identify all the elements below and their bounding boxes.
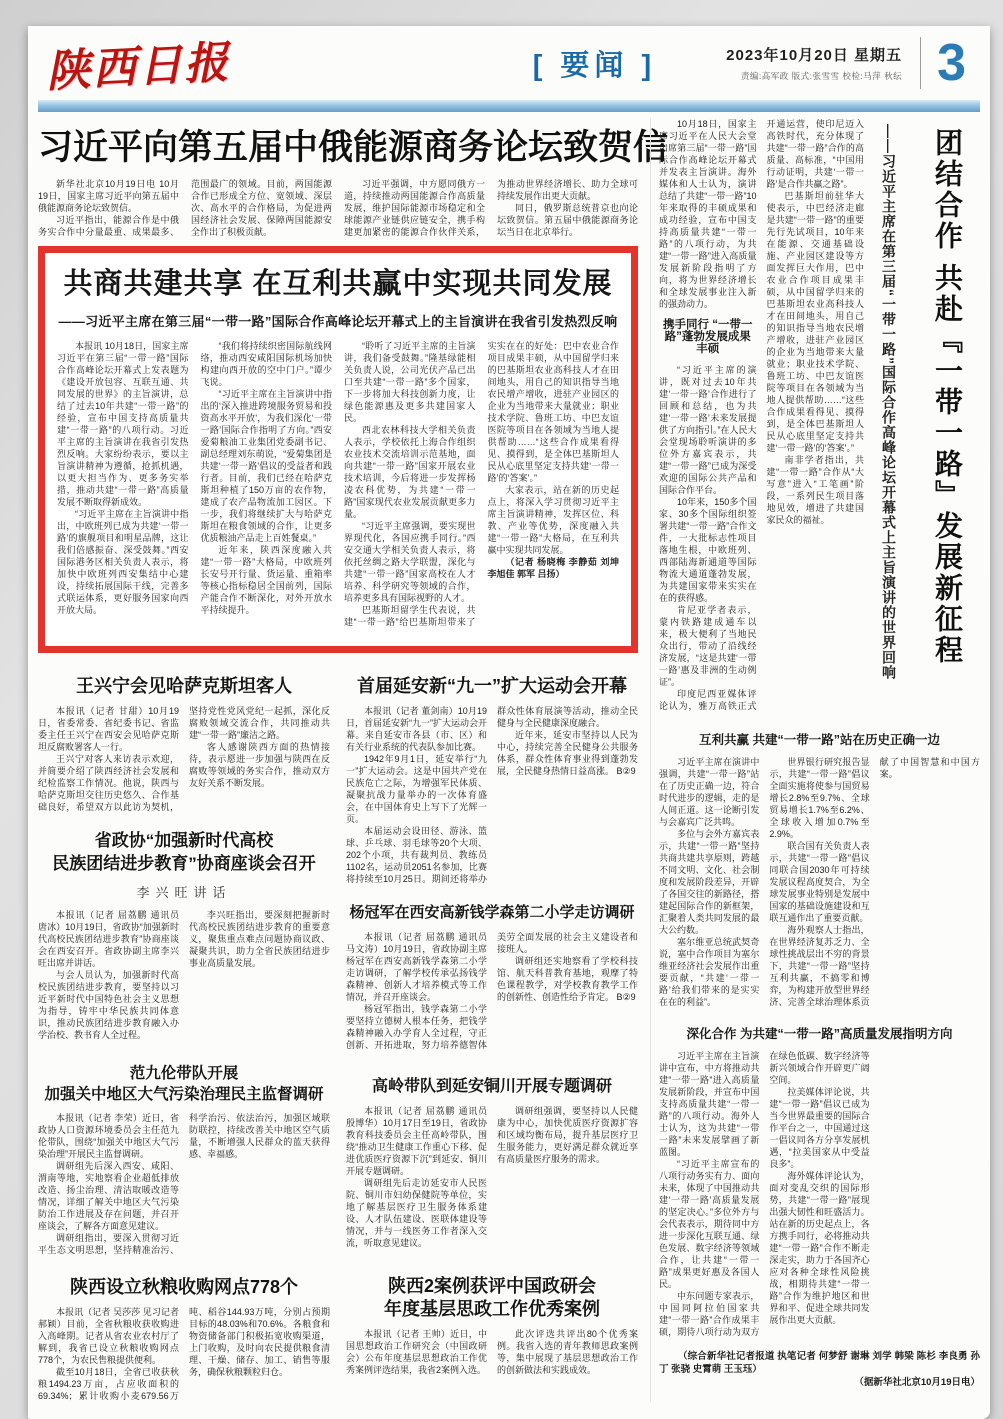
article-body-gaoling: 本报讯（记者 屈荔鹏 通讯员 殷博华）10月17日至19日，省政协教育科技委员会主任高岭带队，围绕“推动卫生健康工作重心下移、促进优质医疗资源下沉”到延安、铜川开展专题调研。 调研组先后走访延安市人民医院、铜川市妇幼保健院等单位，实地了解基层医疗卫生服务体系建设、人才队伍建设、医联体建设等情况，并与一线医务工作者深入交流，听取意见建议。 调研组强调，要坚持以人民健康为中心，加快优质医疗资源扩容和区域均衡布局，提升基层医疗卫生服务能力，更好满足群众就近享有高质量医疗服务的需求。 [346, 1106, 638, 1248]
article-head-wangxingning: 王兴宁会见哈萨克斯坦客人 [76, 676, 292, 696]
credits-reporters: （综合新华社记者报道 执笔记者 何梦舒 谢琳 刘学 韩梁 陈杉 李良勇 孙丁 张骁 史霄萌 王玉珏） [659, 1351, 980, 1375]
newspaper-masthead: 陕西日报 [45, 37, 232, 98]
credits-dateline: （据新华社北京10月19日电） [854, 1377, 980, 1388]
head-line2: 年度基层思政工作优秀案例 [384, 1299, 600, 1319]
article-head-gaoling: 高岭带队到延安铜川开展专题调研 [371, 1078, 612, 1095]
boxed-article-subtitle: ——习近平主席在第三届“一带一路”国际合作高峰论坛开幕式上的主旨演讲在我省引发热烈反响 [58, 314, 618, 329]
boxed-article-body: 本报讯 10月18日，国家主席习近平在第三届“一带一路”国际合作高峰论坛开幕式上发表题为《建设开放包容、互联互通、共同发展的世界》的主旨演讲，总结了过去10年共建“一带一路”的经验，宣布中国支持高质量共建“一带一路”的八项行动。习近平主席的主旨演讲在我省引发热烈反响。大家纷纷表示，要以主旨演讲精神为遵循，抢抓机遇，以更大担当作为、更多务实举措，推动共建“一带一路”高质量发展不断取得新成效。 “习近平主席在主旨演讲中指出，中欧班列已成为共建‘一带一路’的旗舰项目和明星品牌，这让我们倍感振奋、深受鼓舞。”西安国际港务区相关负责人表示，将加快中欧班列西安集结中心建设，持续拓展国际干线，完善多式联运体系，更好服务国家向西开放大局。 “我们将持续织密国际航线网络，推动西安咸阳国际机场加快构建向西开放的空中门户。”谭少飞说。 “习近平主席在主旨演讲中指出的‘深入推进跨境服务贸易和投资高水平开放’，为我们深化‘一带一路’国际合作指明了方向。”西安爱菊粮油工业集团党委副书记、副总经理刘东萌说，“爱菊集团是共建‘一带一路’倡议的受益者和践行者。目前，我们已经在哈萨克斯坦种植了150万亩的农作物，建成了农产品物流加工园区。下一步，我们将继续扩大与哈萨克斯坦在粮食领域的合作，让更多优质粮油产品走上百姓餐桌。” 近年来，陕西深度融入共建“一带一路”大格局，中欧班列长安号开行量、货运量、重箱率等核心指标稳居全国前列，国际产能合作不断深化，对外开放水平持续提升。 “聆听了习近平主席的主旨演讲，我们备受鼓舞。”隆基绿能相关负责人说，公司光伏产品已出口至共建“一带一路”多个国家，下一步将加大科技创新力度，让绿色能源惠及更多共建国家人民。 西北农林科技大学相关负责人表示，学校依托上海合作组织农业技术交流培训示范基地，面向共建“一带一路”国家开展农业技术培训，今后将进一步发挥杨凌农科优势，为共建“一带一路”国家现代农业发展贡献更多力量。 “习近平主席强调，要实现世界现代化，各国应携手同行。”西安交通大学相关负责人表示，将依托丝绸之路大学联盟，深化与共建“一带一路”国家高校在人才培养、科学研究等领域的合作，培养更多具有国际视野的人才。 巴基斯坦留学生代表说，共建“一带一路”给巴基斯坦带来了实实在在的好处：巴中农业合作项目成果丰硕，从中国留学归来的巴基斯坦农业高科技人才在田间地头，用自己的知识指导当地农民增产增收，进驻产业园区的企业为当地带来大量就业；职业技术学院、鲁班工坊、中巴友谊医院等项目在各领域为当地人提供帮助……“这些合作成果看得见、摸得到，是全体巴基斯坦人民从心底里坚定支持共建‘一带一路’的‘答案’。” 大家表示，站在新的历史起点上，将深入学习贯彻习近平主席主旨演讲精神，发挥区位、科教、产业等优势，深度融入共建“一带一路”大格局，在互利共赢中实现共同发展。 （记者 杨晓梅 李静茹 刘坤 李旭佳 郭军 吕扬） [57, 341, 619, 627]
page-number: 3 [937, 34, 966, 92]
feature-intro: 10月18日，国家主席习近平在人民大会堂出席第三届“一带一路”国际合作高峰论坛开幕式并发表主旨演讲。海外媒体和人士认为，演讲总结了共建“一带一路”10年来取得的丰硕成果和成功经验，宣布中国支持高质量共建“一带一路”的八项行动，为共建“一带一路”进入高质量发展新阶段指明了方向，将为世界经济增长和全球发展事业注入新的强劲动力。 [659, 119, 757, 309]
main-zone [38, 118, 669, 1402]
head-line1: 陕西2案例获评中国政研会 [387, 1276, 596, 1296]
article-head-shengzhengxie [40, 829, 328, 875]
head-line1: 范九伦带队开展 [129, 1065, 239, 1082]
lower-left-column [38, 663, 330, 1402]
publication-date: 2023年10月20日 星期五 [726, 47, 903, 64]
staff-credits: 责编:高军政 版式:张雪雪 校检:马萍 秋纭 [740, 71, 903, 81]
feature-subhead-2: 互利共赢 共建“一带一路”站在历史正确一边 [699, 733, 940, 747]
vertical-title-track [914, 118, 980, 718]
boxed-article-title: 共商共建共享 在互利共赢中实现共同发展 [63, 268, 613, 300]
article-body-qiuliang: 本报讯（记者 吴莎莎 见习记者 郝颖）目前，全省秋粮收获收购进入高峰期。记者从省农业农村厅了解到，我省已设立秋粮收购网点778个，为农民售粮提供便利。 截至10月18日，全省已收获秋粮1494.23万亩，占应收面积的69.34%；累计收购小麦679.56万吨、稻谷144.93万吨，分别占预期目标的48.03%和70.6%。各粮食和物资储备部门积极拓宽收购渠道，上门收购，及时向农民提供粮食清理、干燥、储存、加工、销售等服务，确保秋粮颗粒归仓。 [38, 1307, 330, 1401]
article-head-qiuliang: 陕西设立秋粮收购网点778个 [69, 1277, 299, 1297]
article-body-yanan: 本报讯（记者 董剑南）10月19日，首届延安新“九一”扩大运动会开幕。来自延安市各县（市、区）和有关行业系统的代表队参加比赛。 1942年9月1日，延安举行“九一”扩大运动会。这是中国共产党在民族危亡之际，为增强军民体质、凝聚抗战力量举办的一次体育盛会，在中国体育史上写下了光辉一页。 本届运动会设田径、游泳、篮球、乒乓球、羽毛球等20个大项、202个小项，共有裁判员、教练员1102名，运动员2051名参加，比赛将持续至10月25日。期间还将举办群众性体育展演等活动，推动全民健身与全民健康深度融合。 近年来，延安市坚持以人民为中心，持续完善全民健身公共服务体系，群众性体育事业得到蓬勃发展，全民健身热情日益高涨。 B②9 [346, 706, 638, 884]
header-divider [920, 37, 921, 89]
section-tag: [ 要闻 ] [532, 49, 657, 82]
feature-top-body [659, 118, 864, 718]
article-body-shengzhengxie: 本报讯（记者 屈荔鹏 通讯员 唐冰）10月19日，省政协“加强新时代高校民族团结进步教育”协商座谈会在西安召开。省政协副主席李兴旺出席并讲话。 与会人员认为，加强新时代高校民族团结进步教育，要坚持以习近平新时代中国特色社会主义思想为指导，铸牢中华民族共同体意识，推动民族团结进步教育融入办学治校、教书育人全过程。 李兴旺指出，要深刻把握新时代高校民族团结进步教育的重要意义，聚焦重点难点问题协商议政、凝聚共识，助力全省民族团结进步事业高质量发展。 [38, 910, 330, 1040]
article-body-yangguanjun: 本报讯（记者 屈荔鹏 通讯员 马文涛）10月19日，省政协副主席杨冠军在西安高新钱学森第二小学走访调研，了解学校传承弘扬钱学森精神、创新人才培养模式等工作情况，并召开座谈会。 杨冠军指出，钱学森第二小学要坚持立德树人根本任务，把钱学森精神融入办学育人全过程，守正创新、开拓进取，努力培养德智体美劳全面发展的社会主义建设者和接班人。 调研组还实地察看了学校科技馆、航天科普教育基地，观摩了特色课程教学，对学校教育教学工作的创新性、创造性给予肯定。 B②9 [346, 932, 638, 1050]
head-line1: 省政协“加强新时代高校 [94, 831, 274, 850]
feature-section-3-body: 习近平主席在主旨演讲中宣布，中方将推动共建“一带一路”进入高质量发展新阶段，并宣布中国支持高质量共建“一带一路”的八项行动。海外人士认为，这为共建“一带一路”未来发展擘画了新蓝图。 “习近平主席宣布的八项行动务实有力、面向未来，体现了中国推动共建‘一带一路’高质量发展的坚定决心。”多位外方与会代表表示，期待同中方进一步深化互联互通、绿色发展、数字经济等领域合作，让共建“一带一路”成果更好惠及各国人民。 中东问题专家表示，中国同阿拉伯国家共建“一带一路”合作成果丰硕，期待八项行动为双方在绿色低碳、数字经济等新兴领域合作开辟更广阔空间。 拉美媒体评论说，共建“一带一路”倡议已成为当今世界最重要的国际合作平台之一，中国通过这一倡议同各方分享发展机遇，“拉美国家从中受益良多”。 海外媒体评论认为，面对变乱交织的国际形势，共建“一带一路”展现出强大韧性和旺盛活力。站在新的历史起点上，各方携手同行，必将推动共建“一带一路”合作不断走深走实，助力于各国齐心应对各种全球性风险挑战，相期待共建“一带一路”合作为维护地区和世界和平、促进全球共同发展作出更大贡献。 [659, 1051, 870, 1337]
newspaper-page [28, 26, 990, 1419]
article-body-fanjiulun: 本报讯（记者 李荣）近日，省政协人口资源环境委员会主任范九伦带队，围绕“加强关中地区大气污染治理”开展民主监督调研。 调研组先后深入西安、咸阳、渭南等地，实地察看企业超低排放改造、扬尘治理、清洁取暖改造等情况，详细了解关中地区大气污染防治工作进展及存在问题，并召开座谈会，了解各方面意见建议。 调研组指出，要深入贯彻习近平生态文明思想，坚持精准治污、科学治污、依法治污，加强区域联防联控，持续改善关中地区空气质量，不断增强人民群众的蓝天获得感、幸福感。 [38, 1113, 330, 1255]
article-body-anli: 本报讯（记者 王帅）近日，中国思想政治工作研究会（中国政研会）公布年度基层思想政治工作优秀案例评选结果，我省2案例入选。 此次评选共评出80个优秀案例。我省入选的青年教师思政案例等，集中展现了基层思想政治工作的创新做法和实践成效。 [346, 1329, 638, 1375]
head-line2: 民族团结进步教育”协商座谈会召开 [52, 854, 316, 873]
vertical-subtitle-track [868, 118, 910, 718]
lead-article-body: 新华社北京10月19日电 10月19日，国家主席习近平向第五届中俄能源商务论坛致贺信。 习近平指出，能源合作是中俄务实合作中分量最重、成果最多、范围最广的领域。目前，两国能源合作已形成全方位、宽领域、深层次、高水平的合作格局，为促进两国经济社会发展、保障两国能源安全作出了积极贡献。 习近平强调，中方愿同俄方一道，持续推动两国能源合作高质量发展，维护国际能源市场稳定和全球能源产业链供应链安全，携手构建更加紧密的能源合作伙伴关系，为推动世界经济增长、助力全球可持续发展作出更大贡献。 同日，俄罗斯总统普京也向论坛致贺信。第五届中俄能源商务论坛当日在北京举行。 [38, 179, 638, 237]
lead-headline: 习近平向第五届中俄能源商务论坛致贺信 [38, 128, 669, 167]
feature-credits [659, 1350, 980, 1389]
feature-vertical-title: 团结合作 共赴『一带一路』发展新征程 [932, 128, 963, 666]
header-rule-bar [38, 100, 980, 112]
head-line2: 加强关中地区大气污染治理民主监督调研 [44, 1086, 324, 1103]
date-block [726, 44, 902, 82]
lower-right-column [346, 663, 638, 1402]
feature-section-2-body: 习近平主席在演讲中强调，共建“一带一路”站在了历史正确一边，符合时代进步的逻辑，走的是人间正道。这一论断引发与会嘉宾广泛共鸣。 多位与会外方嘉宾表示，共建“一带一路”坚持共商共建共享原则，跨越不同文明、文化、社会制度和发展阶段差异，开辟了各国交往的新路径，搭建起国际合作的新框架，汇聚着人类共同发展的最大公约数。 塞尔维亚总统武契奇说，塞中合作项目为塞尔维亚经济社会发展作出重要贡献，“共建‘一带一路’给我们带来的是实实在在的利益”。 世界银行研究报告显示，共建“一带一路”倡议全面实施将使参与国贸易增长2.8%至9.7%、全球贸易增长1.7%至6.2%、全球收入增加0.7%至2.9%。 联合国有关负责人表示，共建“一带一路”倡议同联合国2030年可持续发展议程高度契合，为全球发展事业特别是发展中国家的基础设施建设和互联互通作出了重要贡献。 海外观察人士指出，在世界经济复苏乏力、全球性挑战层出不穷的背景下，共建“一带一路”坚持互利共赢，不搞零和博弈，为构建开放型世界经济、完善全球治理体系贡献了中国智慧和中国方案。 [659, 757, 980, 1007]
article-body-wangxingning: 本报讯（记者 甘甜）10月19日，省委常委、省纪委书记、省监委主任王兴宁在西安会见哈萨克斯坦反腐败署客人一行。 王兴宁对客人来访表示欢迎，并简要介绍了陕西经济社会发展和纪检监察工作情况。他说，陕西与哈萨克斯坦交往历史悠久、合作基础良好，希望双方以此访为契机，坚持党性党风党纪一起抓，深化反腐败领域交流合作，共同推动共建“一带一路”廉洁之路。 客人感谢陕西方面的热情接待，表示愿进一步加强与陕西在反腐败等领域的务实合作，推动双方友好关系不断发展。 [38, 706, 330, 812]
article-head-yanan: 首届延安新“九一”扩大运动会开幕 [357, 676, 627, 696]
feature-subhead-3: 深化合作 为共建“一带一路”高质量发展指明方向 [686, 1027, 953, 1041]
article-head-anli [348, 1275, 636, 1321]
feature-zone [650, 118, 980, 1402]
article-head-yangguanjun: 杨冠军在西安高新钱学森第二小学走访调研 [349, 904, 635, 921]
feature-vertical-subtitle: ——习近平主席在第三届“一带一路”国际合作高峰论坛开幕式上主旨演讲的世界回响 [881, 124, 897, 680]
page-header [38, 26, 980, 100]
highlighted-article-box [38, 246, 638, 653]
feature-section-1-body: “习近平主席的演讲，既对过去10年共建‘一带一路’合作进行了回顾和总结，也为共建‘一带一路’未来发展提供了方向指引。”在人民大会堂现场聆听演讲的多位外方嘉宾表示，共建“一带一路”已成为深受欢迎的国际公共产品和国际合作平台。 10年来，150多个国家、30多个国际组织签署共建“一带一路”合作文件，一大批标志性项目落地生根，中欧班列、西部陆海新通道等国际物流大通道蓬勃发展，为共建国家带来实实在在的获得感。 肯尼亚学者表示，蒙内铁路建成通车以来，极大便利了当地民众出行，带动了沿线经济发展，“这是共建‘一带一路’惠及非洲的生动例证”。 印度尼西亚媒体评论认为，雅万高铁正式开通运营，使印尼迈入高铁时代，充分体现了共建“一带一路”合作的高质量、高标准，“中国用行动证明，共建‘一带一路’是合作共赢之路”。 巴基斯坦前驻华大使表示，中巴经济走廊是共建“一带一路”的重要先行先试项目，10年来在能源、交通基础设施、产业园区建设等方面发挥巨大作用，巴中农业合作项目成果丰硕，从中国留学归来的巴基斯坦农业高科技人才在田间地头，用自己的知识指导当地农民增产增收，进驻产业园区的企业为当地带来大量就业；职业技术学院、鲁班工坊、中巴友谊医院等项目在各领域为当地人提供帮助……“这些合作成果看得见、摸得到，是全体巴基斯坦人民从心底里坚定支持共建‘一带一路’的‘答案’。” 南非学者指出，共建“一带一路”合作从“大写意”进入“工笔画”阶段，一系列民生项目落地见效，增进了共建国家民众的福祉。 [659, 119, 864, 711]
article-kicker-lixingwang: 李兴旺讲话 [136, 886, 232, 901]
feature-subhead-1: 携手同行 “一带一路”蓬勃发展成果丰硕 [663, 319, 753, 355]
article-head-fanjiulun [40, 1063, 328, 1105]
